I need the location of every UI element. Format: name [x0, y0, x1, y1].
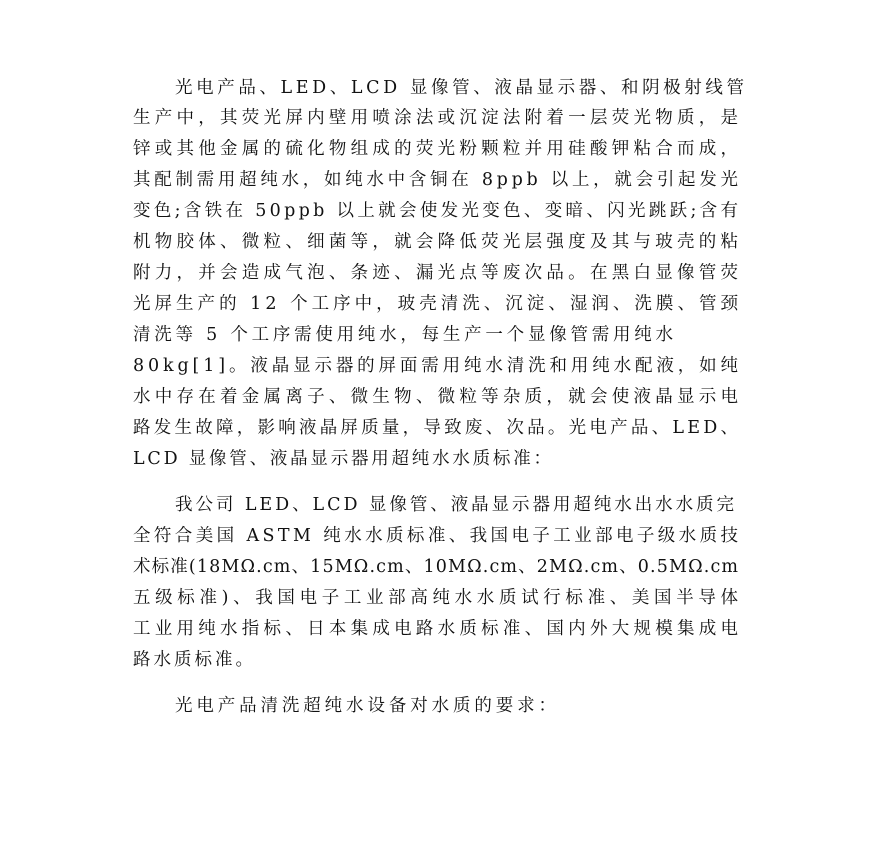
paragraph-line: 变色;含铁在 50ppb 以上就会使发光变色、变暗、闪光跳跃;含有	[133, 201, 742, 221]
paragraph-line: 工业用纯水指标、日本集成电路水质标准、国内外大规模集成电	[133, 619, 743, 639]
paragraph-line: 光屏生产的 12 个工序中，玻壳清洗、沉淀、湿润、洗膜、管颈	[133, 294, 743, 314]
paragraph-line: 附力，并会造成气泡、条迹、漏光点等废次品。在黑白显像管荧	[133, 263, 743, 283]
paragraph-line: 路发生故障，影响液晶屏质量，导致废、次品。光电产品、LED、	[133, 418, 742, 438]
paragraph-line: 路水质标准。	[133, 650, 256, 670]
paragraph-line: 机物胶体、微粒、细菌等，就会降低荧光层强度及其与玻壳的粘	[133, 232, 743, 252]
paragraph-line: 光电产品清洗超纯水设备对水质的要求：	[175, 696, 560, 716]
paragraph-line: 术标准(18MΩ.cm、15MΩ.cm、10MΩ.cm、2MΩ.cm、0.5MΩ.cm	[133, 557, 740, 577]
paragraph-line: 五级标准)、我国电子工业部高纯水水质试行标准、美国半导体	[133, 588, 743, 608]
paragraph-line: 清洗等 5 个工序需使用纯水，每生产一个显像管需用纯水	[133, 325, 677, 345]
paragraph-line: 水中存在着金属离子、微生物、微粒等杂质，就会使液晶显示电	[133, 387, 743, 407]
paragraph-line: 80kg[1]。液晶显示器的屏面需用纯水清洗和用纯水配液，如纯	[133, 356, 742, 376]
paragraph-line: 光电产品、LED、LCD 显像管、液晶显示器、和阴极射线管	[175, 78, 748, 98]
paragraph-line: 其配制需用超纯水，如纯水中含铜在 8ppb 以上，就会引起发光	[133, 170, 742, 190]
paragraph-line: LCD 显像管、液晶显示器用超纯水水质标准：	[133, 449, 554, 469]
paragraph-line: 全符合美国 ASTM 纯水水质标准、我国电子工业部电子级水质技	[133, 526, 742, 546]
paragraph-line: 我公司 LED、LCD 显像管、液晶显示器用超纯水出水水质完	[175, 495, 737, 515]
paragraph-line: 生产中，其荧光屏内壁用喷涂法或沉淀法附着一层荧光物质，是	[133, 108, 743, 128]
paragraph-line: 锌或其他金属的硫化物组成的荧光粉颗粒并用硅酸钾粘合而成，	[133, 139, 743, 159]
